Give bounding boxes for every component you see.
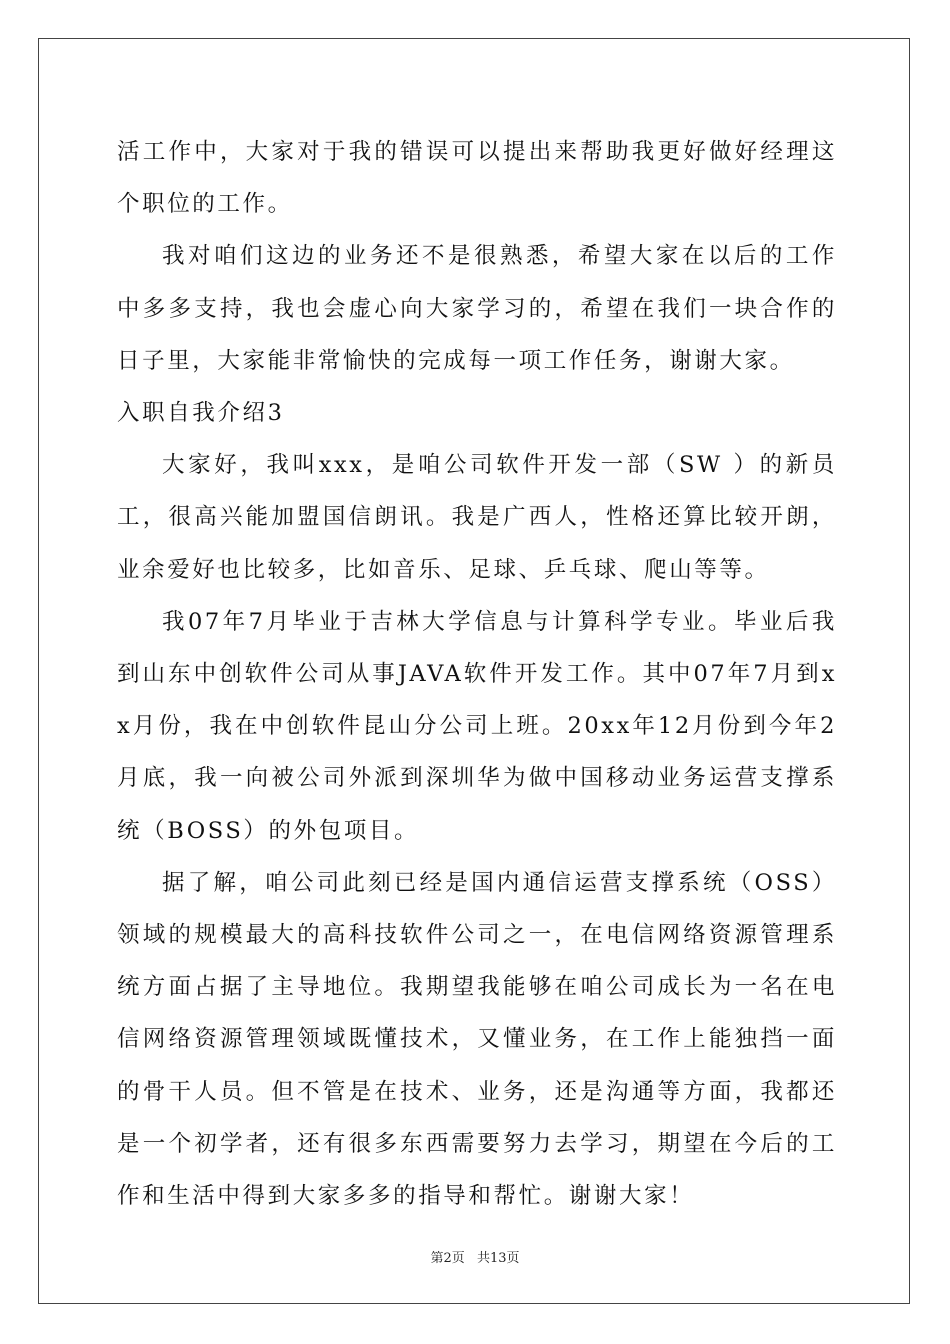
document-body <box>117 126 837 1222</box>
page-footer <box>0 1247 950 1266</box>
paragraph-5: 据了解，咱公司此刻已经是国内通信运营支撑系统（OSS）领域的规模最大的高科技软件公司之一，在电信网络资源管理系统方面占据了主导地位。我期望我能够在咱公司成长为一名在电信网络资源管理领域既懂技术，又懂业务，在工作上能独挡一面的骨干人员。但不管是在技术、业务，还是沟通等方面，我都还是一个初学者，还有很多东西需要努力去学习，期望在今后的工作和生活中得到大家多多的指导和帮忙。谢谢大家！ <box>117 869 837 1210</box>
page-number: 第2页 <box>430 1251 465 1266</box>
page-total: 共13页 <box>476 1251 520 1266</box>
paragraph-1: 活工作中，大家对于我的错误可以提出来帮助我更好做好经理这个职位的工作。 <box>117 139 837 218</box>
paragraph-4: 我07年7月毕业于吉林大学信息与计算科学专业。毕业后我到山东中创软件公司从事JAVA软件开发工作。其中07年7月到xx月份，我在中创软件昆山分公司上班。20xx年12月份到今年2月底，我一向被公司外派到深圳华为做中国移动业务运营支撑系统（BOSS）的外包项目。 <box>117 608 837 844</box>
paragraph-3: 大家好，我叫xxx，是咱公司软件开发一部（SW ）的新员工，很高兴能加盟国信朗讯。我是广西人，性格还算比较开朗，业余爱好也比较多，比如音乐、足球、乒乓球、爬山等等。 <box>117 452 837 583</box>
paragraph-2: 我对咱们这边的业务还不是很熟悉，希望大家在以后的工作中多多支持，我也会虚心向大家学习的，希望在我们一块合作的日子里，大家能非常愉快的完成每一项工作任务，谢谢大家。 <box>117 243 837 374</box>
section-heading: 入职自我介绍3 <box>117 400 285 427</box>
